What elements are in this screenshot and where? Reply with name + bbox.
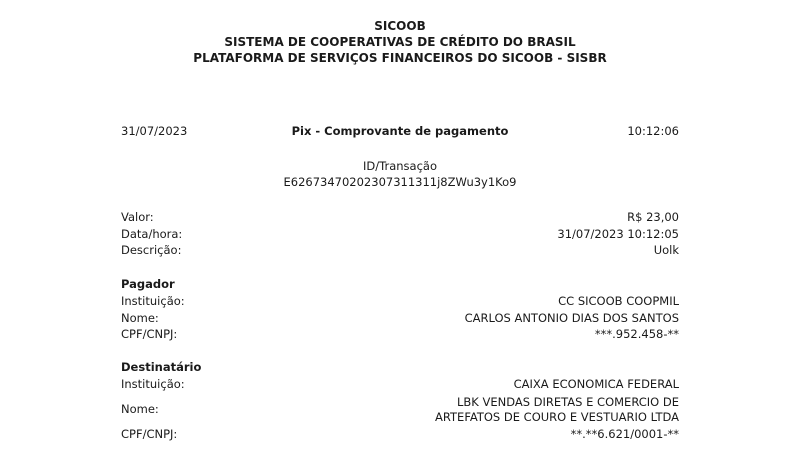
receipt-title: Pix - Comprovante de pagamento bbox=[291, 124, 509, 138]
destinatario-section bbox=[121, 359, 679, 442]
destinatario-instituicao-label: Instituição: bbox=[121, 377, 185, 391]
transaction-id-block bbox=[0, 158, 800, 190]
header-bank-name: SICOOB bbox=[374, 19, 426, 33]
valor-row bbox=[121, 209, 679, 226]
destinatario-cpf-value: **.**6.621/0001-** bbox=[570, 426, 679, 441]
descricao-value: Uolk bbox=[653, 243, 679, 257]
destinatario-nome-row bbox=[121, 393, 679, 426]
datahora-label: Data/hora: bbox=[121, 226, 183, 241]
destinatario-instituicao-row bbox=[121, 376, 679, 393]
pagador-instituicao-label: Instituição: bbox=[121, 294, 185, 308]
header-platform-name: PLATAFORMA DE SERVIÇOS FINANCEIROS DO SICOOB - SISBR bbox=[193, 51, 607, 65]
valor-label: Valor: bbox=[121, 210, 154, 224]
descricao-label: Descrição: bbox=[121, 243, 182, 257]
destinatario-title: Destinatário bbox=[121, 360, 202, 374]
header-system-name: SISTEMA DE COOPERATIVAS DE CRÉDITO DO BRASIL bbox=[224, 35, 576, 49]
destinatario-nome-line2: ARTEFATOS DE COURO E VESTUARIO LTDA bbox=[435, 409, 679, 424]
pagador-nome-value: CARLOS ANTONIO DIAS DOS SANTOS bbox=[464, 310, 679, 325]
transaction-id-label: ID/Transação bbox=[363, 159, 437, 173]
datahora-row bbox=[121, 226, 679, 243]
pagador-instituicao-row bbox=[121, 293, 679, 310]
destinatario-nome-value bbox=[435, 395, 679, 425]
receipt-date: 31/07/2023 bbox=[121, 124, 188, 138]
destinatario-cpf-label: CPF/CNPJ: bbox=[121, 426, 178, 441]
pagador-nome-row bbox=[121, 310, 679, 327]
receipt-time: 10:12:06 bbox=[627, 124, 679, 138]
valor-value: R$ 23,00 bbox=[627, 210, 679, 224]
pagador-instituicao-value: CC SICOOB COOPMIL bbox=[558, 294, 679, 308]
pagador-section bbox=[121, 276, 679, 343]
pagador-cpf-label: CPF/CNPJ: bbox=[121, 327, 178, 341]
datahora-value: 31/07/2023 10:12:05 bbox=[557, 226, 679, 241]
pagador-cpf-value: ***.952.458-** bbox=[594, 327, 679, 341]
pagador-nome-label: Nome: bbox=[121, 310, 159, 325]
destinatario-cpf-row bbox=[121, 426, 679, 443]
destinatario-nome-label: Nome: bbox=[121, 401, 159, 416]
pagador-title: Pagador bbox=[121, 277, 175, 291]
transaction-id-value: E62673470202307311311j8ZWu3y1Ko9 bbox=[283, 175, 517, 189]
receipt-meta-row bbox=[121, 123, 679, 139]
destinatario-nome-line1: LBK VENDAS DIRETAS E COMERCIO DE bbox=[456, 394, 679, 409]
descricao-row bbox=[121, 242, 679, 259]
payment-details bbox=[121, 209, 679, 259]
receipt-header bbox=[0, 18, 800, 66]
destinatario-instituicao-value: CAIXA ECONOMICA FEDERAL bbox=[513, 377, 679, 391]
pagador-cpf-row bbox=[121, 326, 679, 343]
